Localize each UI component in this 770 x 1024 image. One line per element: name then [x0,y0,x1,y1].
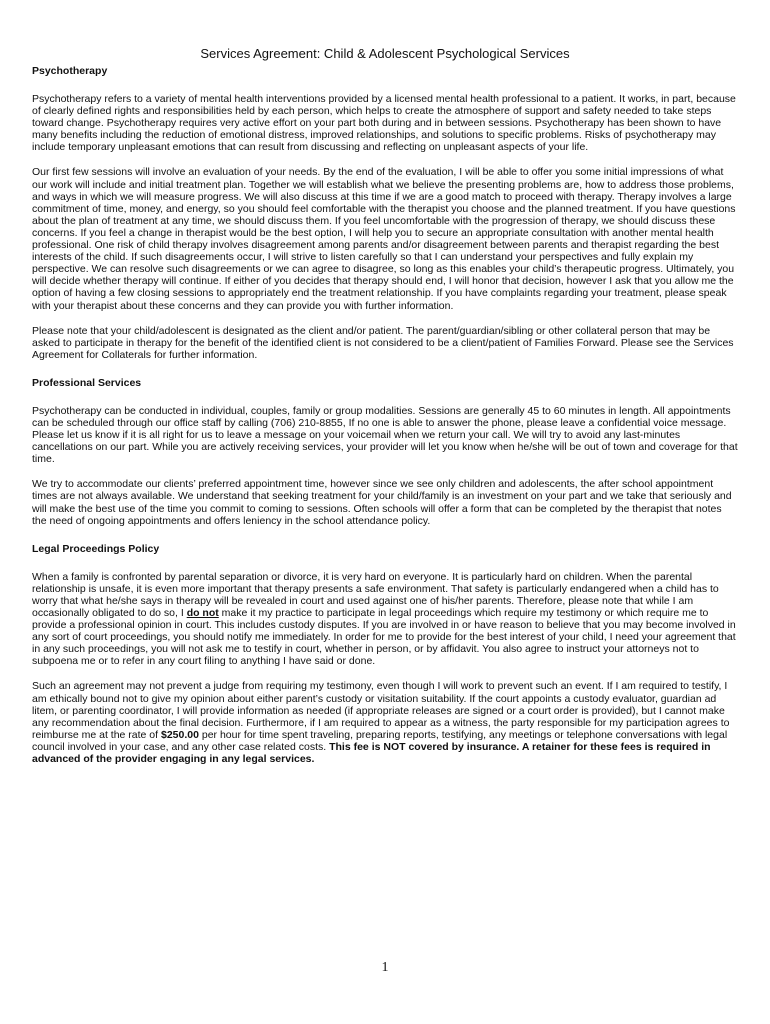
section-heading-legal-proceedings: Legal Proceedings Policy [32,542,160,555]
fee-notice: This fee is NOT covered by insurance. A retainer for these fees is required in advanced of the provider engaging in any legal services. [32,740,711,766]
paragraph-client-designation: Please note that your child/adolescent is designated as the client and/or patient. The parent/guardian/sibling or other collateral person that may be asked to participate in therapy for the benefit of the identified client is not considered to be a client/patient of Families Forward. Please see the Services Agreement for Collaterals for further information. [32,324,734,361]
paragraph-appointments: We try to accommodate our clients’ preferred appointment time, however since we see only children and adolescents, the after school appointment times are not always available. We understand that seeking treatment for your child/family is an investment on your part and we take that seriously and will make the best use of the time you commit to coming to sessions. Often schools will offer a form that can be completed by the therapist that notes the need of ongoing appointments and offers leniency in the school attendance policy. [32,478,732,527]
legal-emphasis: do not [186,607,219,619]
document-page [32,0,738,765]
section-heading-psychotherapy: Psychotherapy [32,65,108,77]
paragraph-psychotherapy-definition: Psychotherapy refers to a variety of mental health interventions provided by a licensed mental health professional to a patient. It works, in part, because of clearly defined rights and responsibilities held by each person, which helps to create the atmosphere of support and safety needed to take steps toward change. Psychotherapy requires very active effort on your part both during and in between sessions. Psychotherapy has been shown to have many benefits including the reduction of emotional distress, improved relationships, and solutions to specific problems. Risks of psychotherapy may include temporary unpleasant emotions that can result from discussing and reflecting on unpleasant aspects of your life. [32,93,736,154]
document-title: Services Agreement: Child & Adolescent Psychological Services [200,46,570,61]
legal-text-part: make it my practice to participate in legal proceedings which require my testimony or which require me to provide a professional opinion in court. This includes custody disputes. If you are involved in or have reason to believe that you may become involved in any sort of court proceedings, you should notify me immediately. In order for me to provide for the best interest of your child, I need your agreement that in any such proceedings, you will not ask me to testify in court, whether in person, or by affidavit. You also agree to instruct your attorneys not to subpoena me or to refer in any court filing to anything I have said or done. [32,607,736,668]
section-heading-professional-services: Professional Services [32,376,142,389]
paragraph-evaluation: Our first few sessions will involve an evaluation of your needs. By the end of the evaluation, I will be able to offer you some initial impressions of what our work will include and initial treatment plan. Together we will establish what we believe the presenting problems are, how to address those problems, and ways in which we will measure progress. We will also discuss at this time if we are a good match to proceed with therapy. Therapy involves a large commitment of time, money, and energy, so you should feel comfortable with the therapist you choose and the planned treatment. If you have questions about the plan of treatment at any time, we should discuss them. If you feel uncomfortable with the progression of therapy, we should discuss these concerns. If you feel a change in therapist would be the best option, I will help you to secure an appropriate consultation with another mental health professional. One risk of child therapy involves disagreement among parents and/or disagreement between parents and therapist regarding the best interests of the child. If such disagreements occur, I will strive to listen carefully so that I can understand your perspectives and fully explain my perspective. We can resolve such disagreements or we can agree to disagree, so long as this enables your child’s therapeutic progress. Ultimately, you will decide whether therapy will continue. If either of you decides that therapy should end, I will honor that decision, however I ask that you allow me the option of having a few closing sessions to appropriately end the treatment relationship. If you have complaints regarding your treatment, please speak with your therapist about these concerns and they can provide you with further information. [32,166,736,312]
fees-text-part: per hour for time spent traveling, preparing reports, testifying, any meetings or telephone conversations with legal council involved in your case, and any other case related costs. [32,728,728,753]
page-number: 1 [381,960,389,975]
legal-text-part: When a family is confronted by parental separation or divorce, it is very hard on everyone. It is particularly hard on children. When the parental relationship is unsafe, it is even more important that therapy presents a safe environment. That safety is particularly endangered when a child has to worry that what he/she says in therapy will be revealed in court and used against one of his/her parents. Therefore, please note that while I am occasionally obligated to do so, I [32,570,719,619]
fees-text-part: Such an agreement may not prevent a judge from requiring my testimony, even though I will work to prevent such an event. If I am required to testify, I am ethically bound not to give my opinion about either parent’s custody or visitation suitability. If the court appoints a custody evaluator, guardian ad litem, or parenting coordinator, I will provide information as needed (if appropriate releases are signed or a court order is provided), but I cannot make any recommendation about the final decision. Furthermore, if I am required to appear as a witness, the party responsible for my participation agrees to reimburse me at the rate of [32,680,730,741]
paragraph-testimony-fees [32,680,738,765]
hourly-rate: $250.00 [160,728,199,741]
paragraph-modalities: Psychotherapy can be conducted in individual, couples, family or group modalities. Sessions are generally 45 to 60 minutes in length. All appointments can be scheduled through our office staff by calling (706) 210-8855, If no one is able to answer the phone, please leave a confidential voice message. Please let us know if it is all right for us to leave a message on your voicemail when we return your call. We will try to avoid any last-minutes cancellations on our part. While you are actively receiving services, your provider will let you know when he/she will be out of town and coverage for that time. [32,404,738,466]
paragraph-legal-policy [32,571,738,668]
